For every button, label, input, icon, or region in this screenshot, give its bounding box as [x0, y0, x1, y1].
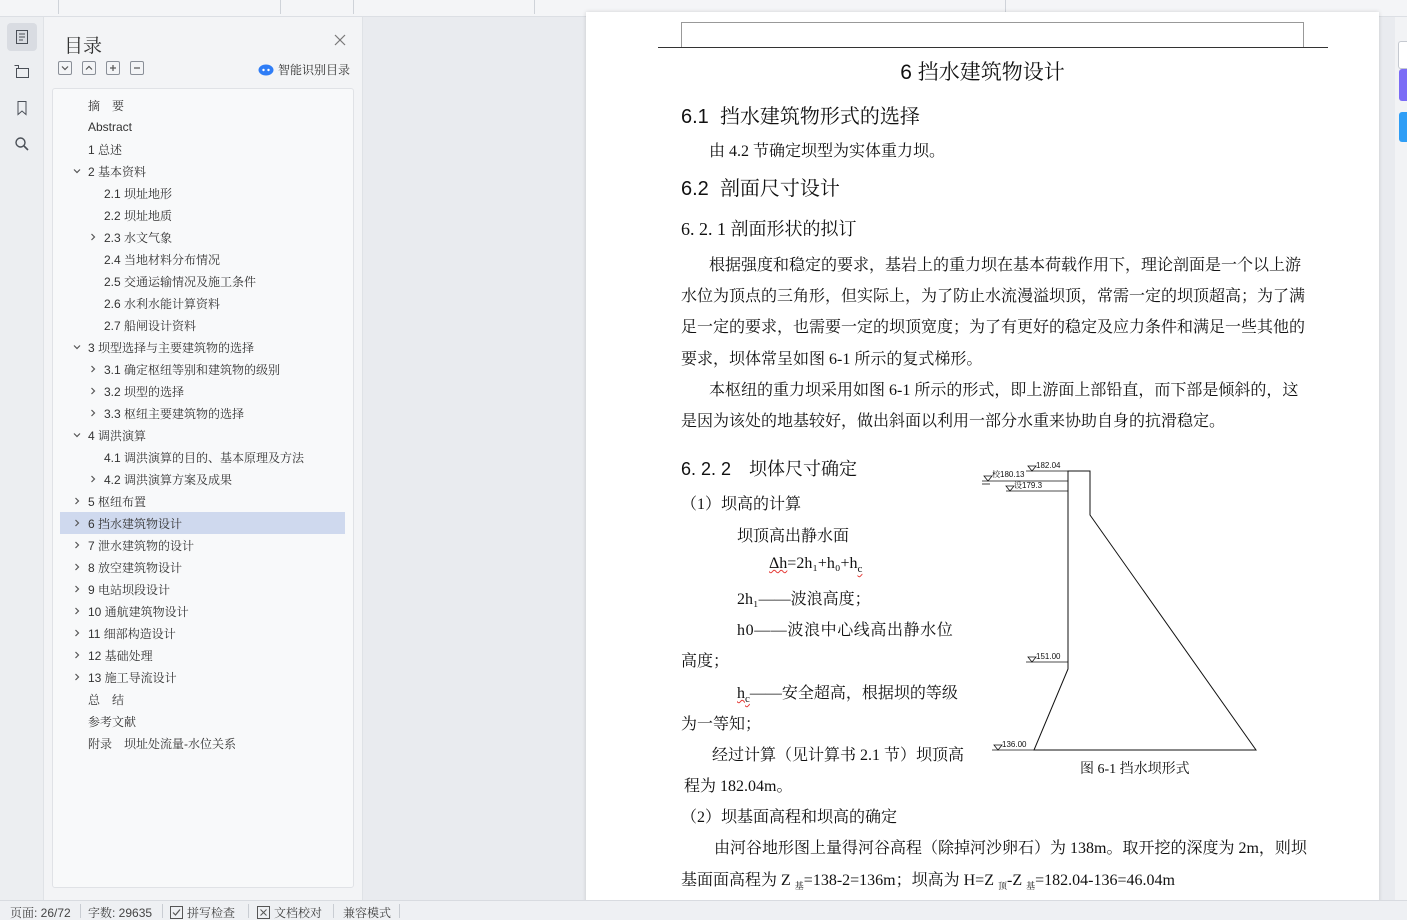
- section-6-2-1-heading: 6. 2. 1 剖面形状的拟订: [681, 219, 857, 239]
- toc-item-label: 13 施工导流设计: [88, 670, 177, 685]
- expand-all-button[interactable]: [106, 61, 120, 75]
- label-crest-elevation: 182.04: [1036, 461, 1061, 470]
- toc-item-label: 2.5 交通运输情况及施工条件: [104, 274, 257, 289]
- spell-check-icon: [170, 906, 183, 919]
- toc-item-label: 2.1 坝址地形: [104, 186, 173, 201]
- toc-item[interactable]: [60, 116, 345, 138]
- toc-item-label: 4.2 调洪演算方案及成果: [104, 472, 233, 487]
- toc-view-button[interactable]: [7, 23, 37, 51]
- toc-item-label: 9 电站坝段设计: [88, 582, 171, 597]
- label-check-flood-level: 校180.13: [992, 470, 1025, 479]
- right-panel-tab[interactable]: [1398, 41, 1407, 69]
- para3-line1: 由河谷地形图上量得河谷高程（除掉河沙卵石）为 138m。取开挖的深度为 2m，则坝: [714, 840, 1307, 857]
- toc-item-label: 3 坝型选择与主要建筑物的选择: [88, 340, 255, 355]
- calc-1-heading: （1）坝高的计算: [681, 496, 802, 513]
- toc-item[interactable]: [60, 204, 345, 226]
- ai-cloud-icon: [258, 64, 274, 76]
- chevron-right-icon[interactable]: [87, 473, 99, 485]
- header-rule-top: [681, 22, 1303, 23]
- bookmark-button[interactable]: [7, 94, 37, 122]
- para1-line4: 要求，坝体常呈如图 6-1 所示的复式梯形。: [681, 351, 983, 368]
- toc-item[interactable]: [60, 732, 345, 754]
- plus-icon: [108, 63, 118, 73]
- chevron-right-icon[interactable]: [87, 231, 99, 243]
- chevron-right-icon[interactable]: [71, 539, 83, 551]
- result-a: 经过计算（见计算书 2.1 节）坝顶高: [712, 747, 965, 764]
- toc-item[interactable]: [60, 622, 345, 644]
- section-6-2-2-heading: 6. 2. 2 坝体尺寸确定: [681, 459, 858, 479]
- toc-item-label: 11 细部构造设计: [88, 626, 176, 641]
- section-6-1-heading: 6.1 挡水建筑物形式的选择: [681, 106, 920, 128]
- toc-title: 目录: [64, 36, 103, 57]
- toc-item[interactable]: [60, 578, 345, 600]
- toc-panel: [44, 17, 363, 900]
- toc-item[interactable]: [60, 248, 345, 270]
- chevron-right-icon[interactable]: [87, 407, 99, 419]
- toc-toolbar: [58, 61, 144, 75]
- smart-toc-label: 智能识别目录: [278, 63, 351, 77]
- toc-item-label: 2.6 水利水能计算资料: [104, 296, 221, 311]
- toc-item-label: 1 总述: [88, 142, 123, 157]
- document-outline-icon: [14, 29, 30, 45]
- toc-item-label: 10 通航建筑物设计: [88, 604, 189, 619]
- chevron-right-icon[interactable]: [71, 583, 83, 595]
- toc-item-label: Abstract: [88, 120, 133, 134]
- side-rail: [0, 17, 44, 900]
- dam-profile-figure: [976, 457, 1276, 787]
- toc-item-label: 2.7 船闸设计资料: [104, 318, 197, 333]
- close-toc-button[interactable]: [332, 32, 348, 48]
- chevron-down-icon: [60, 63, 70, 73]
- toc-item[interactable]: [60, 644, 345, 666]
- elevation-marker-break: [1028, 657, 1036, 662]
- ai-assistant-tab[interactable]: [1399, 69, 1407, 101]
- toc-item[interactable]: [60, 600, 345, 622]
- toc-item-label: 3.3 枢纽主要建筑物的选择: [104, 406, 245, 421]
- chevron-right-icon[interactable]: [71, 649, 83, 661]
- toc-item-label: 3.2 坝型的选择: [104, 384, 185, 399]
- page-indicator[interactable]: 页面: 26/72: [10, 906, 71, 920]
- section-6-2-heading: 6.2 剖面尺寸设计: [681, 178, 840, 200]
- chevron-right-icon[interactable]: [71, 561, 83, 573]
- toc-item[interactable]: [60, 138, 345, 160]
- para1-line3: 足一定的要求，也需要一定的坝顶宽度；为了有更好的稳定及应力条件和满足一些其他的: [681, 319, 1306, 336]
- toc-item[interactable]: [60, 94, 345, 116]
- collapse-all-button[interactable]: [130, 61, 144, 75]
- dam-outline: [1034, 471, 1256, 750]
- spell-check-button[interactable]: [170, 904, 235, 920]
- formula-dh: $\Delta h=2h_1+h_0+h_c$: [769, 555, 863, 576]
- chevron-right-icon[interactable]: [87, 385, 99, 397]
- close-icon: [332, 32, 348, 48]
- toc-item[interactable]: [60, 270, 345, 292]
- toc-item-label: 附录 坝址处流量-水位关系: [88, 736, 236, 751]
- chevron-right-icon[interactable]: [71, 671, 83, 683]
- toc-item[interactable]: [60, 182, 345, 204]
- spell-check-label: 拼写检查: [187, 906, 236, 920]
- chapter-title: 6 挡水建筑物设计: [900, 61, 1065, 84]
- water-level-marker-design: [1006, 486, 1014, 491]
- para1-line2: 水位为顶点的三角形，但实际上，为了防止水流漫溢坝顶，常需一定的坝顶超高；为了满: [681, 288, 1306, 305]
- status-bar: [0, 900, 1407, 920]
- para2-line1: 本枢纽的重力坝采用如图 6-1 所示的形式，即上游面上部铅直，而下部是倾斜的，这: [709, 382, 1299, 399]
- chevron-down-icon[interactable]: [71, 429, 83, 441]
- chevron-up-icon: [84, 63, 94, 73]
- toc-item[interactable]: [60, 688, 345, 710]
- water-level-marker-top: [1028, 466, 1036, 471]
- header-rule: [658, 47, 1328, 48]
- proofread-icon: [257, 906, 270, 919]
- toc-item[interactable]: [60, 534, 345, 556]
- def-h0-b: 高度；: [681, 653, 730, 670]
- calc-2-heading: （2）坝基面高程和坝高的确定: [681, 809, 898, 826]
- navigation-button[interactable]: [7, 58, 37, 86]
- toc-item[interactable]: [60, 358, 345, 380]
- toc-item-label: 4.1 调洪演算的目的、基本原理及方法: [104, 450, 305, 465]
- toc-list: [52, 88, 354, 888]
- water-level-marker-check: [984, 476, 992, 481]
- right-rail: [1395, 17, 1407, 900]
- def-hc-a: $h_c——$安全超高，根据坝的等级: [737, 685, 958, 706]
- toc-item-label: 2.3 水文气象: [104, 230, 173, 245]
- proofread-label: 文档校对: [274, 906, 323, 920]
- def-2h1: 2h₁——波浪高度；: [737, 591, 871, 608]
- toc-item[interactable]: [60, 336, 345, 358]
- toc-item-label: 5 枢纽布置: [88, 494, 147, 509]
- folder-tree-icon: [13, 64, 31, 80]
- def-hc-b: 为一等知；: [681, 716, 762, 733]
- para2-line2: 是因为该处的地基较好，做出斜面以利用一部分水重来协助自身的抗滑稳定。: [681, 413, 1226, 430]
- def-h0-a: h0——波浪中心线高出静水位: [737, 622, 954, 639]
- label-slope-break-elevation: 151.00: [1036, 652, 1061, 661]
- share-tab[interactable]: [1399, 112, 1407, 142]
- toc-item-label: 6 挡水建筑物设计: [88, 516, 183, 531]
- search-button[interactable]: [7, 130, 37, 158]
- minus-icon: [132, 63, 142, 73]
- chevron-right-icon[interactable]: [87, 363, 99, 375]
- document-canvas: [364, 17, 1407, 900]
- toc-item[interactable]: [60, 314, 345, 336]
- toc-item[interactable]: [60, 424, 345, 446]
- chevron-down-icon[interactable]: [71, 341, 83, 353]
- collapse-level-button[interactable]: [82, 61, 96, 75]
- section-6-1-text: 由 4.2 节确定坝型为实体重力坝。: [709, 143, 946, 160]
- toc-item[interactable]: [60, 226, 345, 248]
- word-count[interactable]: 字数: 29635: [88, 906, 153, 920]
- result-b: 程为 182.04m。: [684, 778, 793, 795]
- chevron-right-icon[interactable]: [71, 517, 83, 529]
- compat-mode: 兼容模式: [343, 906, 392, 920]
- toc-item[interactable]: [60, 490, 345, 512]
- toc-item-label: 总 结: [88, 692, 125, 707]
- label-design-flood-level: 设179.3: [1014, 481, 1043, 490]
- chevron-down-icon[interactable]: [71, 165, 83, 177]
- toc-item[interactable]: [60, 160, 345, 182]
- header-corner-left: [681, 22, 682, 48]
- toc-item-label: 12 基础处理: [88, 648, 153, 663]
- para1-line1: 根据强度和稳定的要求，基岩上的重力坝在基本荷载作用下，理论剖面是一个以上游: [709, 257, 1302, 274]
- toc-item[interactable]: [60, 468, 345, 490]
- search-icon: [14, 136, 30, 152]
- toc-item-label: 摘 要: [88, 98, 125, 113]
- figure-caption: 图 6-1 挡水坝形式: [1080, 762, 1190, 777]
- toc-item[interactable]: [60, 380, 345, 402]
- calc-1-line-a: 坝顶高出静水面: [737, 528, 850, 545]
- toc-item-label: 8 放空建筑物设计: [88, 560, 183, 575]
- toc-item-label: 2 基本资料: [88, 164, 147, 179]
- chevron-right-icon[interactable]: [71, 495, 83, 507]
- document-page: [586, 12, 1379, 912]
- proofread-button[interactable]: [257, 904, 322, 920]
- bookmark-icon: [15, 100, 29, 116]
- toc-item[interactable]: [60, 556, 345, 578]
- chevron-right-icon[interactable]: [71, 605, 83, 617]
- header-corner-right: [1303, 22, 1304, 48]
- toc-item[interactable]: [60, 710, 345, 732]
- toc-item-label: 4 调洪演算: [88, 428, 147, 443]
- toc-item-label: 2.2 坝址地质: [104, 208, 173, 223]
- toc-item[interactable]: [60, 446, 345, 468]
- expand-level-button[interactable]: [58, 61, 72, 75]
- label-base-elevation: 136.00: [1002, 740, 1027, 749]
- toc-item[interactable]: [60, 292, 345, 314]
- toc-item[interactable]: [60, 512, 345, 534]
- elevation-marker-base: [994, 745, 1002, 750]
- smart-toc-button[interactable]: [258, 61, 350, 78]
- para3-line2: 基面面高程为 Z $_基$=138-2=136m；坝高为 H=Z $_顶$-Z $_基$=182.04-136=46.04m: [681, 872, 1175, 892]
- toc-item[interactable]: [60, 402, 345, 424]
- toc-item[interactable]: [60, 666, 345, 688]
- toc-item-label: 2.4 当地材料分布情况: [104, 252, 221, 267]
- toc-item-label: 参考文献: [88, 714, 137, 729]
- toc-item-label: 7 泄水建筑物的设计: [88, 538, 195, 553]
- toc-item-label: 3.1 确定枢纽等别和建筑物的级别: [104, 362, 281, 377]
- chevron-right-icon[interactable]: [71, 627, 83, 639]
